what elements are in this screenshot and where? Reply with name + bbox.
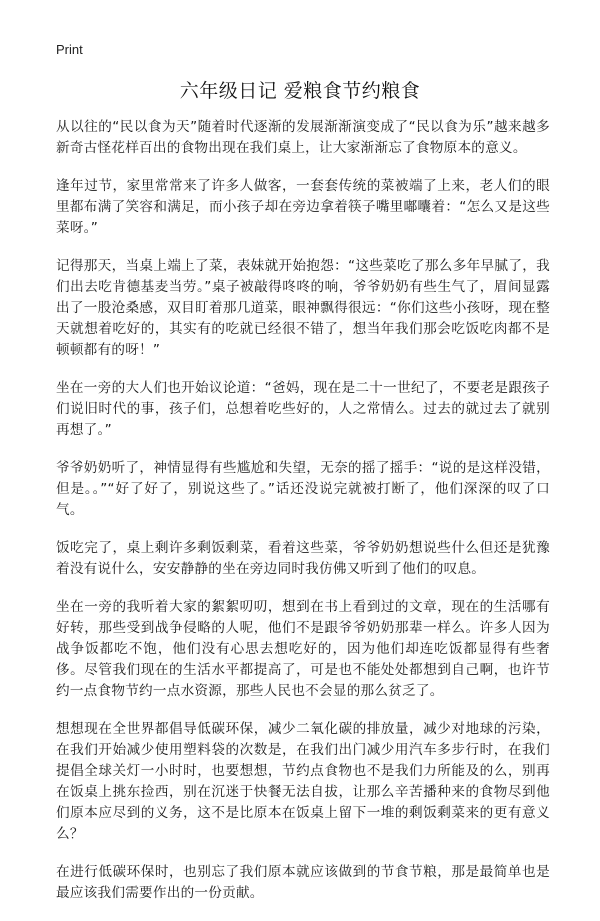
paragraph: 爷爷奶奶听了，神情显得有些尴尬和失望，无奈的摇了摇手：“说的是这样没错，但是。。”“好了好了，别说这些了。”话还没说完就被打断了，他们深深的叹了口气。 <box>56 460 550 518</box>
paragraph: 从以往的“民以食为天”随着时代逐渐的发展渐渐演变成了“民以食为乐”越来越多新奇古怪花样百出的食物出现在我们桌上，让大家渐渐忘了食物原本的意义。 <box>56 119 550 156</box>
paragraph: 逢年过节，家里常常来了许多人做客，一套套传统的菜被端了上来，老人们的眼里都布满了笑容和满足，而小孩子却在旁边拿着筷子嘴里嘟囔着：“怎么又是这些菜呀。” <box>56 178 550 236</box>
paragraph: 想想现在全世界都倡导低碳环保，减少二氧化碳的排放量，减少对地球的污染，在我们开始减少使用塑料袋的次数是，在我们出门减少用汽车多步行时，在我们提倡全球关灯一小时时，也要想想，节约点食物也不是我们力所能及的么，别再在饭桌上挑东捡西，别在沉迷于快餐无法自拔，让那么辛苦播种来的食物尽到他们原本应尽到的义务，这不是比原本在饭桌上留下一堆的剩饭剩菜来的更有意义么？ <box>56 721 550 842</box>
article-title: 六年级日记 爱粮食节约粮食 <box>179 80 421 102</box>
paragraph: 坐在一旁的大人们也开始议论道：“爸妈，现在是二十一世纪了，不要老是跟孩子们说旧时代的事，孩子们，总想着吃些好的，人之常情么。过去的就过去了就别再想了。” <box>56 380 550 438</box>
article-body <box>56 117 550 921</box>
paragraph: 饭吃完了，桌上剩许多剩饭剩菜，看着这些菜，爷爷奶奶想说些什么但还是犹豫着没有说什么，安安静静的坐在旁边同时我仿佛又听到了他们的叹息。 <box>56 540 550 577</box>
paragraph: 坐在一旁的我听着大家的絮絮叨叨，想到在书上看到过的文章，现在的生活哪有好转，那些受到战争侵略的人呢，他们不是跟爷爷奶奶那辈一样么。许多人因为战争饭都吃不饱，他们没有心思去想吃好的，因为他们却连吃饭都显得有些奢侈。尽管我们现在的生活水平都提高了，可是也不能处处都想到自己啊，也许节约一点食物节约一点水资源，那些人民也不会显的那么贫乏了。 <box>56 599 550 699</box>
print-link[interactable]: Print <box>56 42 83 57</box>
paragraph: 在进行低碳环保时，也别忘了我们原本就应该做到的节食节粮，那是最简单也是最应该我们需要作出的一份贡献。 <box>56 864 550 901</box>
paragraph: 记得那天，当桌上端上了菜，表妹就开始抱怨：“这些菜吃了那么多年早腻了，我们出去吃肯德基麦当劳。”桌子被敲得咚咚的响，爷爷奶奶有些生气了，眉间显露出了一股沧桑感，双目盯着那几道菜，眼神飘得很远：“你们这些小孩呀，现在整天就想着吃好的，其实有的吃就已经很不错了，想当年我们那会吃饭吃肉都不是顿顿都有的呀！” <box>56 258 550 358</box>
